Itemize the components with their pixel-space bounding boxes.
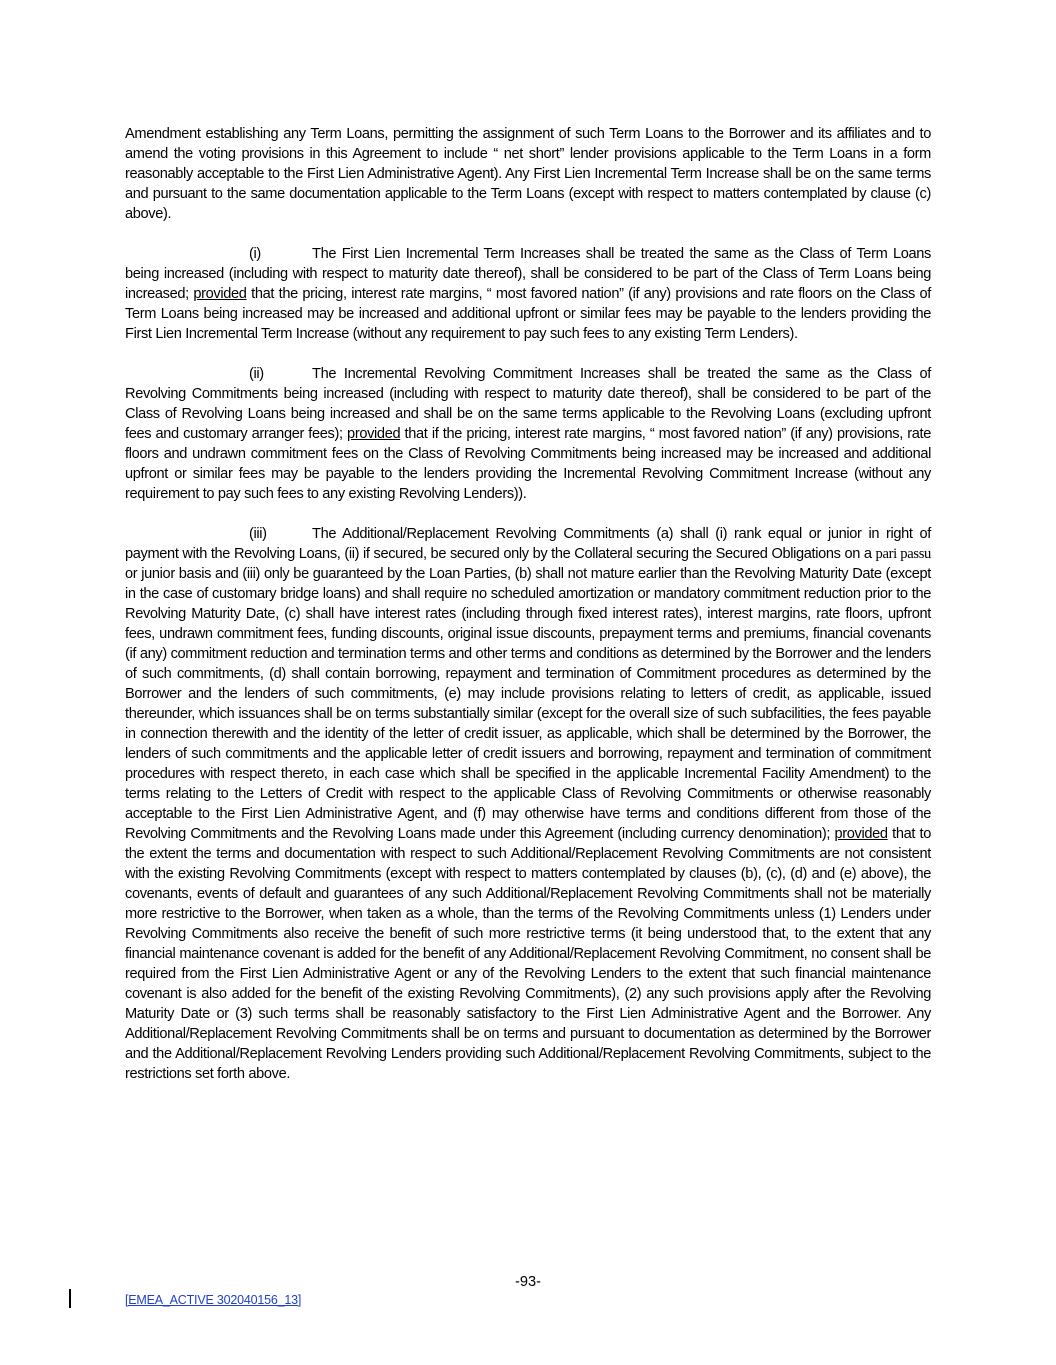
- revision-bar: [69, 1289, 71, 1308]
- paragraph-text: The Additional/Replacement Revolving Commitments (a) shall (i) rank equal or junior in right of payment with the Revolving Loans, (ii) if secured, be secured only by the Collateral securing the Secured Obligations on a: [125, 526, 931, 562]
- paragraph-text: Amendment establishing any Term Loans, permitting the assignment of such Term Loans to the Borrower and its affiliates and to amend the voting provisions in this Agreement to include “ net short” lender provisions applicable to the Term Loans in a form reasonably acceptable to the First Lien Administrative Agent). Any First Lien Incremental Term Increase shall be on the same terms and pursuant to the same documentation applicable to the Term Loans (except with respect to matters contemplated by clause (c) above).: [125, 126, 931, 222]
- paragraph-iii: [125, 524, 931, 1084]
- clause-number: (iii): [249, 526, 267, 542]
- clause-number: (i): [249, 246, 261, 262]
- paragraph-text: or junior basis and (iii) only be guaranteed by the Loan Parties, (b) shall not mature earlier than the Revolving Maturity Date (except in the case of customary bridge loans) and shall require no scheduled amortization or mandatory commitment reduction prior to the Revolving Maturity Date, (c) shall have interest rates (including through fixed interest rates), interest margins, rate floors, upfront fees, undrawn commitment fees, funding discounts, original issue discounts, prepayment terms and premiums, financial covenants (if any) commitment reduction and termination terms and other terms and conditions as determined by the Borrower and the lenders of such commitments, (d) shall contain borrowing, repayment and termination of Commitment procedures as determined by the Borrower and the lenders of such commitments, (e) may include provisions relating to letters of credit, as applicable, issued thereunder, which issuances shall be on terms substantially similar (except for the overall size of such subfacilities, the fees payable in connection therewith and the identity of the letter of credit issuer, as applicable, which shall be determined by the Borrower, the lenders of such commitments and the applicable letter of credit issuers and borrowing, repayment and termination of commitment procedures with respect thereto, in each case which shall be specified in the applicable Incremental Facility Amendment) to the terms relating to the Letters of Credit with respect to the applicable Class of Revolving Commitments or otherwise reasonably acceptable to the First Lien Administrative Agent, and (f) may otherwise have terms and conditions different from those of the Revolving Commitments and the Revolving Loans made under this Agreement (including currency denomination);: [125, 566, 931, 842]
- pari-passu-term: pari passu: [875, 546, 931, 562]
- body-text: [125, 124, 931, 1104]
- paragraph-text: that if the pricing, interest rate margins, “ most favored nation” (if any) provisions, rate floors and undrawn commitment fees on the Class of Revolving Commitments being increased may be increased and additional upfront or similar fees may be payable to the lenders providing the Incremental Revolving Commitment Increase (without any requirement to pay such fees to any existing Revolving Lenders)).: [125, 426, 931, 502]
- page-number: -93-: [515, 1274, 541, 1290]
- paragraph-ii: [125, 364, 931, 504]
- paragraph-text: that the pricing, interest rate margins, “ most favored nation” (if any) provisions and rate floors on the Class of Term Loans being increased may be increased and additional upfront or similar fees may be payable to the lenders providing the First Lien Incremental Term Increase (without any requirement to pay such fees to any existing Term Lenders).: [125, 286, 931, 342]
- provided-term: provided: [193, 286, 247, 302]
- document-reference-link[interactable]: [EMEA_ACTIVE 302040156_13]: [125, 1293, 302, 1307]
- paragraph-text: The Incremental Revolving Commitment Increases shall be treated the same as the Class of Revolving Commitments being increased (including with respect to maturity date thereof), shall be considered to be part of the Class of Revolving Loans being increased and shall be on the same terms applicable to the Revolving Loans (excluding upfront fees and customary arranger fees);: [125, 366, 931, 442]
- paragraph-text: The First Lien Incremental Term Increases shall be treated the same as the Class of Term Loans being increased (including with respect to maturity date thereof), shall be considered to be part of the Class of Term Loans being increased;: [125, 246, 931, 302]
- paragraph-text: that to the extent the terms and documentation with respect to such Additional/Replacement Revolving Commitments are not consistent with the existing Revolving Commitments (except with respect to matters contemplated by clauses (b), (c), (d) and (e) above), the covenants, events of default and guarantees of any such Additional/Replacement Revolving Commitments shall not be materially more restrictive to the Borrower, when taken as a whole, than the terms of the Revolving Commitments unless (1) Lenders under Revolving Commitments also receive the benefit of such more restrictive terms (it being understood that, to the extent that any financial maintenance covenant is added for the benefit of any Additional/Replacement Revolving Commitment, no consent shall be required from the First Lien Administrative Agent or any of the Revolving Lenders to the extent that such financial maintenance covenant is also added for the benefit of the existing Revolving Commitments), (2) any such provisions apply after the Revolving Maturity Date or (3) such terms shall be reasonably satisfactory to the First Lien Administrative Agent and the Borrower. Any Additional/Replacement Revolving Commitments shall be on terms and pursuant to documentation as determined by the Borrower and the Additional/Replacement Revolving Lenders providing such Additional/Replacement Revolving Commitments, subject to the restrictions set forth above.: [125, 826, 932, 1082]
- provided-term: provided: [347, 426, 401, 442]
- paragraph-continuation: [125, 124, 931, 224]
- provided-term: provided: [834, 826, 888, 842]
- clause-number: (ii): [249, 366, 264, 382]
- paragraph-i: [125, 244, 931, 344]
